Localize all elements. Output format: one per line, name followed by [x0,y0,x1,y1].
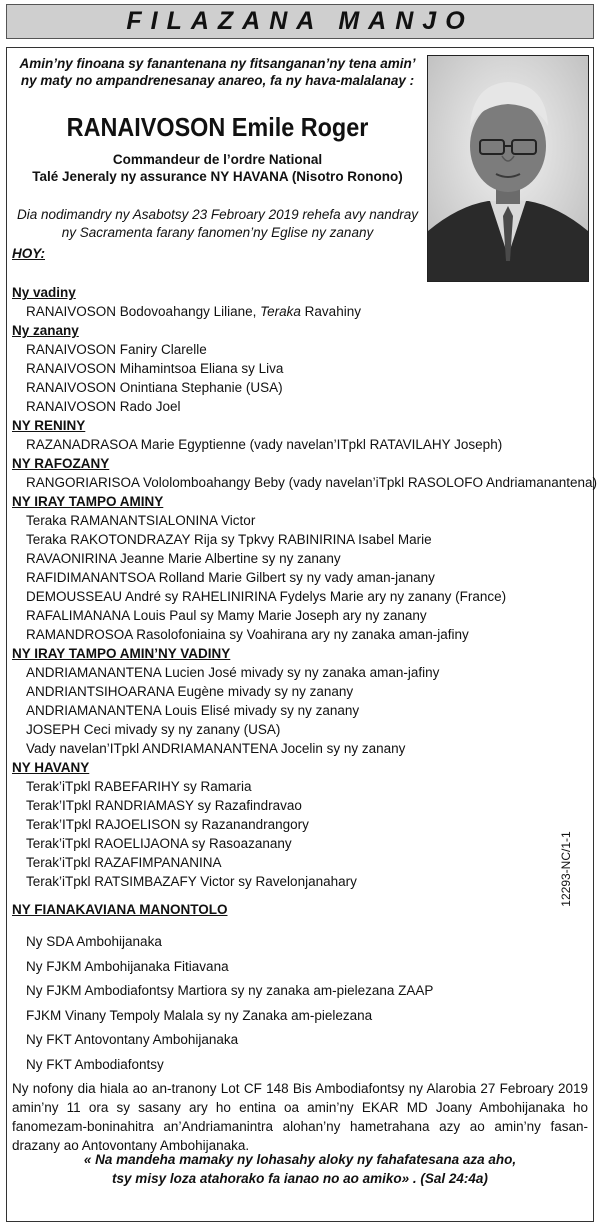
section-heading: NY HAVANY [12,760,90,775]
list-item [12,473,598,492]
list-item-text: RANGORIARISOA Vololomboahangy Beby (vady navelan’iTpkl RASOLOFO Andriamanantena) [26,475,598,490]
list-item [12,701,588,720]
list-item [12,834,588,853]
list-item [12,587,588,606]
list-item-text: ANDRIAMANANTENA Lucien José mivady sy ny zanaka aman-jafiny [26,665,440,680]
list-item [12,359,588,378]
intro-line-2: ny maty no ampandrenesanay anareo, fa ny hava-malalanay : [20,73,415,88]
death-line-1: Dia nodimandry ny Asabotsy 23 Febroary 2019 rehefa avy nandray [17,207,418,222]
list-item-text: RAVAONIRINA Jeanne Marie Albertine sy ny zanany [26,551,341,566]
section-heading: NY RENINY [12,418,86,433]
list-item-text: RAZANADRASOA Marie Egyptienne (vady navelan’ITpkl RATAVILAHY Joseph) [26,437,503,452]
list-item [12,549,588,568]
list-item-text: RAFALIMANANA Louis Paul sy Mamy Marie Joseph ary ny zanany [26,608,427,623]
portrait-illustration [428,56,588,281]
quote-line-1: « Na mandeha mamaky ny lohasahy aloky ny fahafatesana aza aho, [83,1152,517,1167]
list-item-text: Terak’ITpkl RANDRIAMASY sy Razafindravao [26,798,302,813]
list-item [12,378,588,397]
family-list [12,283,598,891]
list-item-text: Terak’iTpkl RABEFARIHY sy Ramaria [26,779,252,794]
death-line-2: ny Sacramenta farany fanomen’ny Eglise ny zanany [61,225,374,240]
list-item-text: RANAIVOSON Faniry Clarelle [26,342,207,357]
list-item [12,302,588,321]
list-item-text: Teraka RAMANANTSIALONINA Victor [26,513,256,528]
list-item [12,796,588,815]
reference-code: 12293-NC/1-1 [559,831,573,907]
list-item-text: RAFIDIMANANTSOA Rolland Marie Gilbert sy ny vady aman-janany [26,570,435,585]
section-heading: NY IRAY TAMPO AMINY [12,494,164,509]
list-item [12,682,588,701]
list-item [12,815,588,834]
friends-item: Ny SDA Ambohijanaka [26,934,162,949]
list-item-text: RANAIVOSON Rado Joel [26,399,181,414]
friends-item: Ny FKT Antovontany Ambohijanaka [26,1032,239,1047]
deceased-name: RANAIVOSON Emile Roger [66,112,369,142]
portrait-photo [427,55,589,282]
section-heading: NY IRAY TAMPO AMIN’NY VADINY [12,646,231,661]
list-item [12,663,588,682]
list-item-text: Vady navelan’ITpkl ANDRIAMANANTENA Jocelin sy ny zanany [26,741,406,756]
list-item [12,530,588,549]
list-item [12,777,588,796]
list-item [12,720,588,739]
deceased-title-1: Commandeur de l’ordre National [112,152,323,167]
list-item [12,435,588,454]
funeral-details: Ny nofony dia hiala ao an-tranony Lot CF 148 Bis Ambodiafontsy ny Alarobia 27 Febroary 2019 amin’ny 11 ora sy sasany ary ho entina oa amin’ny EKAR MD Joany Ambohijanaka ho fanomezam-boninahitra an’Andriamanintra alohan’ny hametrahana azy ao amin’ny fasan-drazany ao Antovontany Ambohijanaka. [12,1081,588,1153]
friends-item: Ny FJKM Ambodiafontsy Martiora sy ny zanaka am-pielezana ZAAP [26,983,434,998]
list-item-text: ANDRIAMANANTENA Louis Elisé mivady sy ny zanany [26,703,360,718]
banner-title: FILAZANA MANJO [126,7,474,35]
list-item-text: Terak’iTpkl RAZAFIMPANANINA [26,855,222,870]
section-heading: NY RAFOZANY [12,456,110,471]
list-item-text: DEMOUSSEAU André sy RAHELINIRINA Fydelys Marie ary ny zanany (France) [26,589,507,604]
list-item-text: Terak’iTpkl RATSIMBAZAFY Victor sy Ravelonjanahary [26,874,357,889]
list-item [12,739,588,758]
list-item [12,397,588,416]
friends-list [26,930,433,1077]
hoy-label: HOY: [12,246,46,261]
list-item-italic: Teraka [260,304,301,319]
friends-item: FJKM Vinany Tempoly Malala sy ny Zanaka am-pielezana [26,1007,373,1023]
friends-heading: NY FIANAKAVIANA MANONTOLO [12,902,228,917]
list-item-text: ANDRIANTSIHOARANA Eugène mivady sy ny zanany [26,684,354,699]
list-item-text: RANAIVOSON Mihamintsoa Eliana sy Liva [26,361,284,376]
list-item [12,872,588,891]
scripture-quote [12,1150,588,1188]
list-item-text: RANAIVOSON Onintiana Stephanie (USA) [26,380,283,395]
list-item [12,511,588,530]
list-item-text: RANAIVOSON Bodovoahangy Liliane, [26,304,261,319]
list-item-text: Terak’iTpkl RAOELIJAONA sy Rasoazanany [26,836,292,851]
list-item [12,568,588,587]
quote-line-2: tsy misy loza atahorako fa ianao no ao amiko» . (Sal 24:4a) [112,1171,488,1186]
list-item-text: Terak’ITpkl RAJOELISON sy Razanandrangory [26,817,309,832]
section-heading: Ny vadiny [12,285,76,300]
header-banner [6,4,594,39]
list-item [12,625,588,644]
list-item [12,606,588,625]
deceased-title-2: Talé Jeneraly ny assurance NY HAVANA (Nisotro Ronono) [32,169,403,184]
list-item [12,853,588,872]
list-item-text-end: Ravahiny [300,304,361,319]
list-item-text: Teraka RAKOTONDRAZAY Rija sy Tpkvy RABINIRINA Isabel Marie [26,532,432,547]
friends-item: Ny FKT Ambodiafontsy [26,1056,164,1072]
intro-line-1: Amin’ny finoana sy fanantenana ny fitsanganan’ny tena amin’ [19,56,416,71]
friends-item: Ny FJKM Ambohijanaka Fitiavana [26,958,229,974]
list-item-text: JOSEPH Ceci mivady sy ny zanany (USA) [26,722,281,737]
list-item-text: RAMANDROSOA Rasolofoniaina sy Voahirana ary ny zanaka aman-jafiny [26,627,469,642]
list-item [12,340,588,359]
section-heading: Ny zanany [12,323,79,338]
